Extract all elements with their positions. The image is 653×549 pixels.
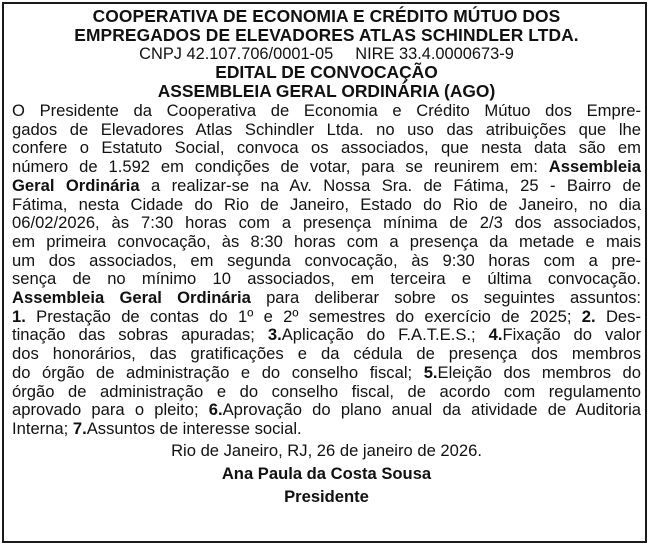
- agenda-text: Interna;: [12, 418, 73, 438]
- agenda-text: Prestação de contas do 1º e 2º semestres do exercício de 2025;: [25, 306, 582, 326]
- notice-body: [12, 102, 641, 439]
- agenda-text: aprovado para o pleito;: [12, 400, 209, 420]
- body-line: um dos associados, em segunda convocação, às 9:30 horas com a pre-: [12, 250, 641, 270]
- body-line: [12, 158, 641, 177]
- body-text: a realizar-se na Av. Nossa Sra. de Fátima, 25 - Bairro de: [139, 175, 641, 195]
- notice-content: [12, 7, 641, 507]
- assembly-name-bold: Assembleia: [548, 157, 641, 177]
- body-line: em primeira convocação, às 8:30 horas com a presença da metade e mais: [12, 231, 641, 251]
- organization-name-line-1: COOPERATIVA DE ECONOMIA E CRÉDITO MÚTUO DOS: [92, 6, 561, 26]
- agenda-number: 7.: [72, 418, 87, 438]
- nire-number: NIRE 33.4.0000673-9: [355, 45, 514, 63]
- agenda-text: Fixação do valor: [502, 325, 641, 345]
- agenda-line: [12, 326, 641, 345]
- body-text: número de 1.592 em condições de votar, para se reunirem em:: [12, 157, 549, 177]
- agenda-text: Eleição dos membros do: [437, 362, 642, 382]
- signatory-role: Presidente: [284, 486, 369, 506]
- agenda-line: [12, 420, 641, 439]
- body-line: 06/02/2026, às 7:30 horas com a presença mínima de 2/3 dos associados,: [12, 213, 641, 233]
- notice-title: EDITAL DE CONVOCAÇÃO: [215, 62, 438, 82]
- agenda-line: [12, 401, 641, 420]
- body-line: gados de Elevadores Atlas Schindler Ltda. no uso das atribuições que lhe: [12, 119, 641, 139]
- body-line: Fátima, nesta Cidade do Rio de Janeiro, Estado do Rio de Janeiro, no dia: [12, 194, 641, 214]
- body-line: [12, 177, 641, 196]
- assembly-name-bold: Geral Ordinária: [12, 175, 140, 195]
- assembly-name-bold: Assembleia Geral Ordinária: [12, 288, 251, 308]
- agenda-line: [12, 364, 641, 383]
- agenda-text: Aprovação do plano anual da atividade de Auditoria: [222, 400, 641, 420]
- cnpj-number: CNPJ 42.107.706/0001-05: [139, 45, 334, 63]
- body-line: [12, 289, 641, 308]
- agenda-text: tinação das sobras apuradas;: [12, 325, 268, 345]
- agenda-number: 6.: [208, 400, 223, 420]
- agenda-number: 1.: [12, 306, 26, 326]
- agenda-number: 3.: [267, 325, 282, 345]
- place-and-date: Rio de Janeiro, RJ, 26 de janeiro de 2026.: [171, 440, 482, 460]
- body-line: confere o Estatuto Social, convoca os associados, que nesta data são em: [12, 138, 641, 158]
- agenda-line: órgão de administração e do conselho fiscal, de acordo com regulamento: [12, 381, 641, 401]
- agenda-text: Aplicação do F.A.T.E.S.;: [281, 325, 489, 345]
- body-line: sença de no mínimo 10 associados, em terceira e última convocação.: [12, 269, 641, 289]
- agenda-number: 2.: [581, 306, 596, 326]
- organization-name-line-2: EMPREGADOS DE ELEVADORES ATLAS SCHINDLER LTDA.: [74, 25, 579, 45]
- body-text: para deliberar sobre os seguintes assuntos:: [250, 288, 641, 308]
- agenda-text: Assuntos de interesse social.: [86, 418, 302, 438]
- body-line: O Presidente da Cooperativa de Economia e Crédito Mútuo dos Empre-: [12, 101, 641, 120]
- signatory-name: Ana Paula da Costa Sousa: [221, 463, 432, 483]
- agenda-number: 5.: [423, 362, 438, 382]
- agenda-text: Des-: [595, 306, 641, 326]
- agenda-line: dos honorários, das gratificações e da cédula de presença dos membros: [12, 344, 641, 364]
- agenda-number: 4.: [488, 325, 503, 345]
- registration-ids: [12, 45, 641, 63]
- agenda-line: [12, 308, 641, 327]
- agenda-text: do órgão de administração e do conselho fiscal;: [12, 362, 424, 382]
- assembly-title: ASSEMBLEIA GERAL ORDINÁRIA (AGO): [157, 81, 496, 101]
